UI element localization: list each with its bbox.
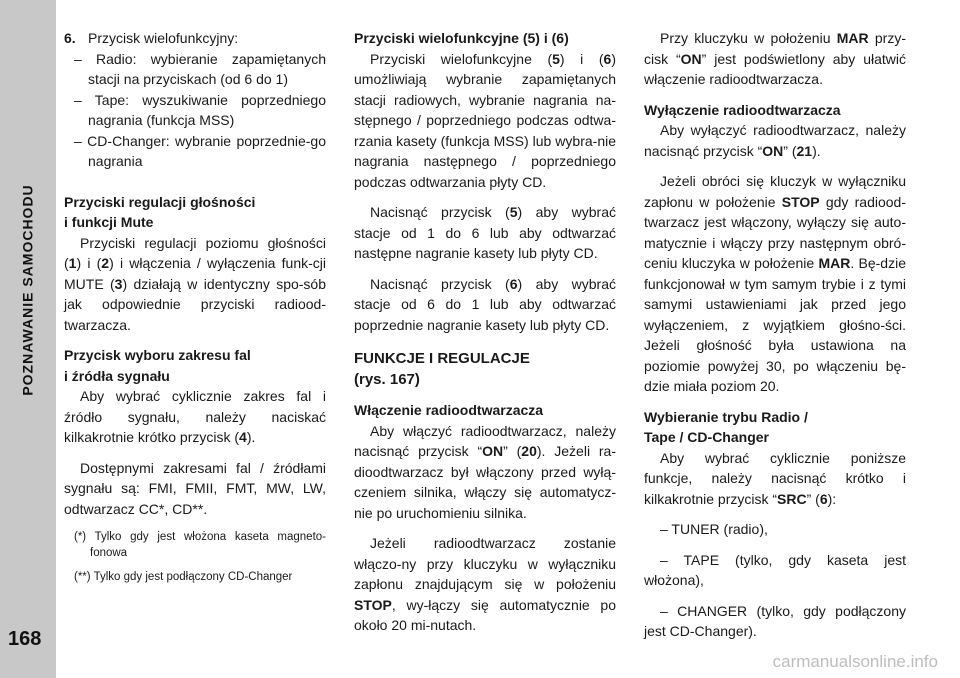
paragraph-key: Jeżeli obróci się kluczyk w wyłączniku zapłonu w położenie STOP gdy radiood-twarzacz jest włączony, wyłączy się auto-matycznie i włączy przy następnym obró-ceniu kluczyka w położenie MAR. Bę-dzie funkcjonował w tym samym trybie i z tymi samymi ustawieniami jak przed jego wyłączeniem, z wyjątkiem głośno-ści. Jeżeli głośność była ustawiona na poziomie powyżej 30, po włączeniu bę-dzie miała poziom 20. xyxy=(644,173,906,394)
heading-power-on: Włączenie radioodtwarzacza xyxy=(354,402,544,418)
item-6-title: Przycisk wielofunkcyjny: xyxy=(88,30,239,46)
heading-multifunction: Przyciski wielofunkcyjne (5) i (6) xyxy=(354,30,569,46)
watermark: carmanualsonline.info xyxy=(772,652,938,671)
paragraph-power-off: Aby wyłączyć radioodtwarzacz, należy nacisnąć przycisk “ON” (21). xyxy=(644,122,906,159)
heading-mode-line2: Tape / CD-Changer xyxy=(644,429,769,445)
paragraph-mode: Aby wybrać cyklicznie poniższe funkcje, należy nacisnąć krótko i kilkakrotnie przycisk “SRC” (6): xyxy=(644,449,906,507)
section-heading: FUNKCJE I REGULACJE xyxy=(354,350,530,367)
column-2 xyxy=(354,28,616,646)
item-6 xyxy=(64,28,326,49)
column-1 xyxy=(64,28,326,593)
paragraph-button-5: Nacisnąć przycisk (5) aby wybrać stacje od 1 do 6 lub aby odtwarzać następne nagranie kasety lub płyty CD. xyxy=(354,204,616,261)
page-number: 168 xyxy=(8,628,42,650)
paragraph-volume: Przyciski regulacji poziomu głośności (1) i (2) i włączenia / wyłączenia funk-cji MUTE (3) działają w identyczny spo-sób jak odpowiednie przyciski radiood-twarzacza. xyxy=(64,234,327,333)
paragraph-ranges: Dostępnymi zakresami fal / źródłami sygnału są: FMI, FMII, FMT, MW, LW, odtwarzacz CC*, CD**. xyxy=(64,459,326,517)
option-changer: – CHANGER (tylko, gdy podłączony jest CD-Changer). xyxy=(644,602,906,639)
paragraph-band: Aby wybrać cyklicznie zakres fal i źródło sygnału, należy naciskać kilkakrotnie krótko przycisk (4). xyxy=(64,388,326,445)
item-6-number: 6. xyxy=(64,30,76,46)
paragraph-mar: Przy kluczyku w położeniu MAR przy-cisk “ON” jest podświetlony aby ułatwić włączenie radioodtwarzacza. xyxy=(644,30,907,87)
heading-band-line1: Przycisk wyboru zakresu fal xyxy=(64,347,251,363)
column-3 xyxy=(644,28,906,652)
sidebar-title-text: POZNAWANIE SAMOCHODU xyxy=(20,184,36,396)
heading-band-line2: i źródła sygnału xyxy=(64,367,170,384)
heading-power-off: Wyłączenie radioodtwarzacza xyxy=(644,101,841,118)
option-tape: – TAPE (tylko, gdy kaseta jest włożona), xyxy=(644,551,906,588)
sidebar-band xyxy=(0,0,56,678)
item-6-dash-radio: – Radio: wybieranie zapamiętanych stacji na przyciskach (od 6 do 1) xyxy=(74,50,326,87)
paragraph-power-on: Aby włączyć radioodtwarzacz, należy nacisnąć przycisk “ON” (20). Jeżeli ra-dioodtwarzacz był włączony przed wyłą-czeniem silnika, włączy się automatycz-nie po uruchomieniu silnika. xyxy=(354,422,616,521)
section-title-vertical xyxy=(10,30,46,550)
heading-mode-line1: Wybieranie trybu Radio / xyxy=(644,408,808,425)
footnote-1: (*) Tylko gdy jest włożona kaseta magneto-fonowa xyxy=(74,531,326,559)
item-6-dash-cd: – CD-Changer: wybranie poprzednie-go nagrania xyxy=(74,132,326,169)
paragraph-auto-off: Jeżeli radioodtwarzacz zostanie włączo-ny przy kluczyku w wyłączniku zapłonu znajdującym się w położeniu STOP, wy-łączy się automatycznie po około 20 mi-nutach. xyxy=(354,535,616,633)
paragraph-button-6: Nacisnąć przycisk (6) aby wybrać stacje od 6 do 1 lub aby odtwarzać poprzednie nagranie kasety lub płyty CD. xyxy=(354,275,616,333)
paragraph-multifunction: Przyciski wielofunkcyjne (5) i (6) umożliwiają wybranie zapamiętanych stacji radiowych, wybranie nagrania na-stępnego / poprzedniego podczas odtwa-rzania kasety (funkcja MSS) lub wybra-nie nagrania następnego / poprzedniego podczas odtwarzania płyty CD. xyxy=(354,50,616,190)
option-tuner: – TUNER (radio), xyxy=(660,521,768,537)
footnote-2: (**) Tylko gdy jest podłączony CD-Changer xyxy=(74,571,293,583)
heading-volume-line2: i funkcji Mute xyxy=(64,214,154,230)
section-heading-figure: (rys. 167) xyxy=(354,370,420,388)
item-6-dash-tape: – Tape: wyszukiwanie poprzedniego nagrania (funkcja MSS) xyxy=(74,91,326,128)
heading-volume-line1: Przyciski regulacji głośności xyxy=(64,193,256,210)
